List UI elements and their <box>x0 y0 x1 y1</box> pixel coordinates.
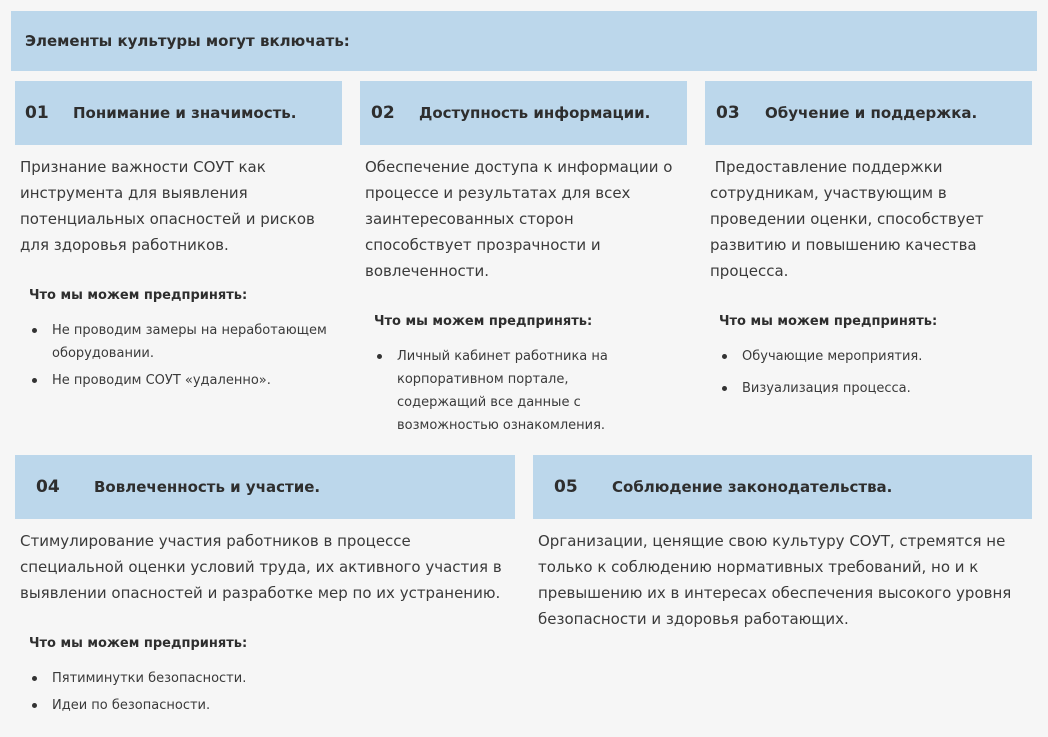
action-item: Обучающие мероприятия. <box>705 345 1025 368</box>
card-number: 01 <box>25 103 49 123</box>
culture-card-03 <box>705 81 1032 404</box>
actions-list <box>705 345 1025 400</box>
actions-list <box>360 345 660 437</box>
action-item: Не проводим замеры на неработающем оборудовании. <box>15 319 335 365</box>
culture-card-01 <box>15 81 342 396</box>
card-header <box>15 455 515 519</box>
card-number: 02 <box>371 103 395 123</box>
card-title: Обучение и поддержка. <box>765 104 978 122</box>
card-number: 04 <box>36 477 60 497</box>
card-description: Признание важности СОУТ как инструмента для выявления потенциальных опасностей и рисков для здоровья работников. <box>20 158 315 254</box>
section-title: Элементы культуры могут включать: <box>25 32 350 50</box>
card-header <box>15 81 342 145</box>
card-title: Вовлеченность и участие. <box>94 478 321 496</box>
todo-title: Что мы можем предпринять: <box>29 636 248 651</box>
card-header <box>705 81 1032 145</box>
card-description: Организации, ценящие свою культуру СОУТ, стремятся не только к соблюдению нормативных требований, но и к превышению их в интересах обеспечения высокого уровня безопасности и здоровья работающих. <box>538 532 1012 628</box>
card-title: Понимание и значимость. <box>73 104 297 122</box>
card-description: Предоставление поддержки сотрудникам, участвующим в проведении оценки, способствует развитию и повышению качества процесса. <box>710 158 989 280</box>
action-item: Личный кабинет работника на корпоративном портале, содержащий все данные с возможностью ознакомления. <box>360 345 660 437</box>
culture-card-02 <box>360 81 687 441</box>
action-item: Визуализация процесса. <box>705 377 1025 400</box>
card-description: Стимулирование участия работников в процессе специальной оценки условий труда, их активного участия в выявлении опасностей и разработке мер по их устранению. <box>20 532 502 602</box>
action-item: Пятиминутки безопасности. <box>15 667 495 690</box>
card-header <box>360 81 687 145</box>
actions-list <box>15 319 335 392</box>
todo-title: Что мы можем предпринять: <box>374 314 593 329</box>
todo-title: Что мы можем предпринять: <box>719 314 938 329</box>
card-number: 05 <box>554 477 578 497</box>
todo-title: Что мы можем предпринять: <box>29 288 248 303</box>
card-title: Соблюдение законодательства. <box>612 478 893 496</box>
culture-card-05 <box>533 455 1032 632</box>
card-title: Доступность информации. <box>419 104 651 122</box>
card-number: 03 <box>716 103 740 123</box>
action-item: Идеи по безопасности. <box>15 694 495 717</box>
culture-card-04 <box>15 455 515 721</box>
actions-list <box>15 667 495 717</box>
card-header <box>533 455 1032 519</box>
card-description: Обеспечение доступа к информации о процессе и результатах для всех заинтересованных сторон способствует прозрачности и вовлеченности. <box>365 158 673 280</box>
action-item: Не проводим СОУТ «удаленно». <box>15 369 335 392</box>
section-header <box>11 11 1037 71</box>
